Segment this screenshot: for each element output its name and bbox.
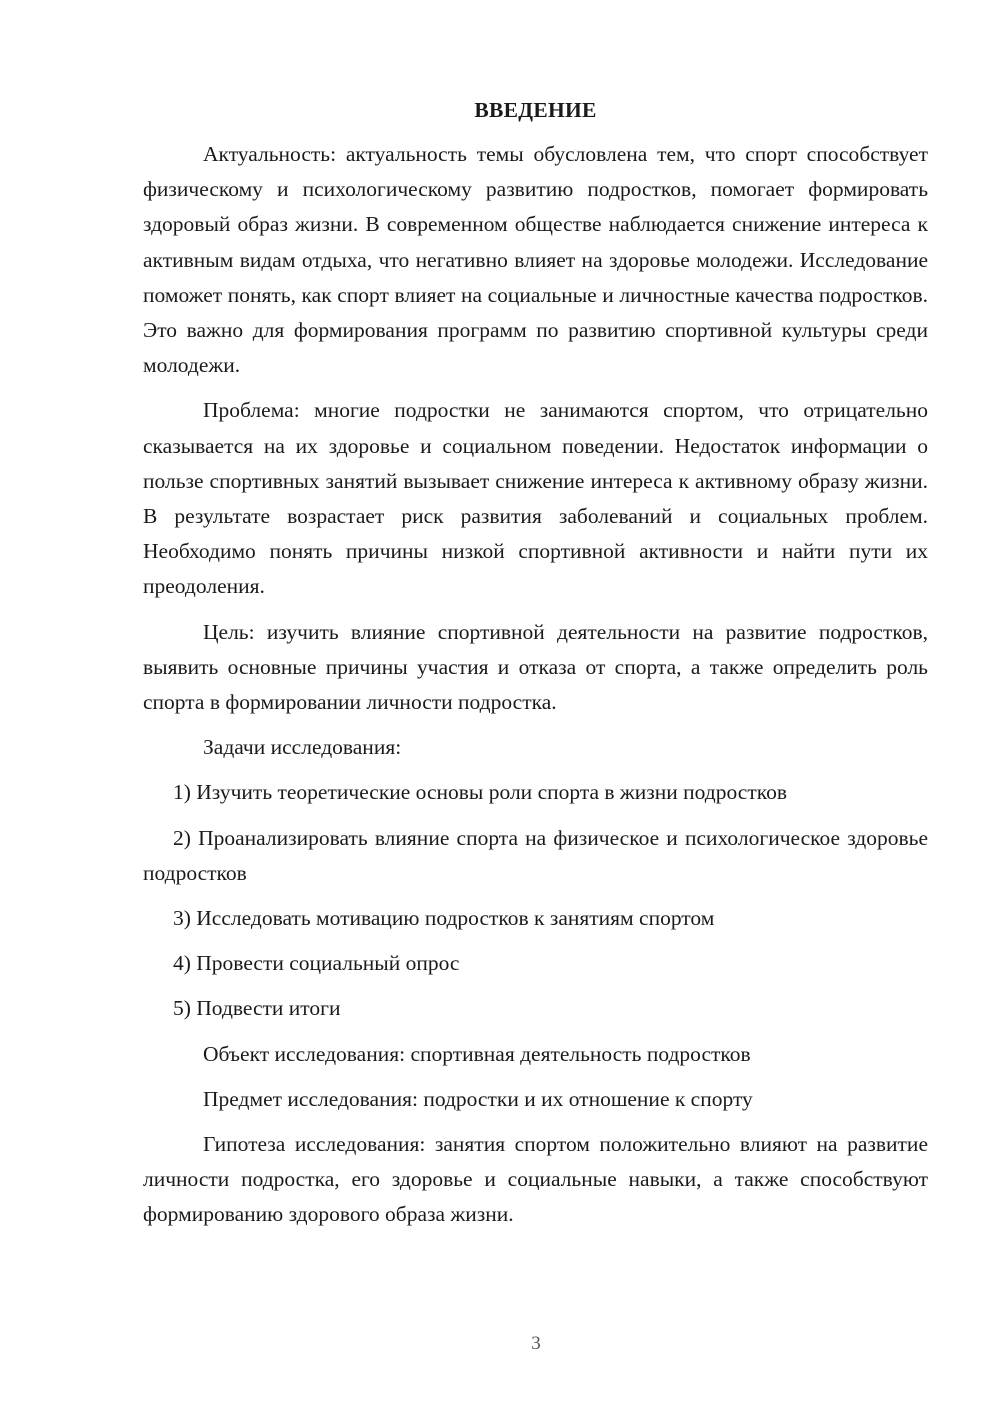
page-number: 3 xyxy=(531,1333,541,1354)
task-item: 3) Исследовать мотивацию подростков к занятиям спортом xyxy=(173,906,715,931)
subject-paragraph: Предмет исследования: подростки и их отношение к спорту xyxy=(203,1086,753,1111)
task-item: 2) Проанализировать влияние спорта на физическое и психологическое здоровье подростков xyxy=(143,825,928,885)
problem-paragraph: Проблема: многие подростки не занимаются спортом, что отрицательно сказывается на их здоровье и социальном поведении. Недостаток информации о пользе спортивных занятий вызывает снижение интереса к активному образу жизни. В результате возрастает риск развития заболеваний и социальных проблем. Необходимо понять причины низкой спортивной активности и найти пути их преодоления. xyxy=(143,398,928,599)
relevance-paragraph: Актуальность: актуальность темы обусловлена тем, что спорт способствует физическому и психологическому развитию подростков, помогает формировать здоровый образ жизни. В современном обществе наблюдается снижение интереса к активным видам отдыха, что негативно влияет на здоровье молодежи. Исследование поможет понять, как спорт влияет на социальные и личностные качества подростков. Это важно для формирования программ по развитию спортивной культуры среди молодежи. xyxy=(143,142,928,378)
task-item: 5) Подвести итоги xyxy=(173,996,341,1021)
task-item: 1) Изучить теоретические основы роли спорта в жизни подростков xyxy=(173,780,787,805)
goal-paragraph: Цель: изучить влияние спортивной деятельности на развитие подростков, выявить основные причины участия и отказа от спорта, а также определить роль спорта в формировании личности подростка. xyxy=(143,619,928,715)
tasks-heading: Задачи исследования: xyxy=(203,735,402,760)
section-title: ВВЕДЕНИЕ xyxy=(474,98,597,122)
hypothesis-paragraph: Гипотеза исследования: занятия спортом положительно влияют на развитие личности подростка, его здоровье и социальные навыки, а также способствуют формированию здорового образа жизни. xyxy=(143,1132,928,1227)
document-page xyxy=(143,92,928,1243)
tasks-list xyxy=(143,775,928,1026)
object-paragraph: Объект исследования: спортивная деятельность подростков xyxy=(203,1041,751,1066)
task-item: 4) Провести социальный опрос xyxy=(173,951,460,976)
